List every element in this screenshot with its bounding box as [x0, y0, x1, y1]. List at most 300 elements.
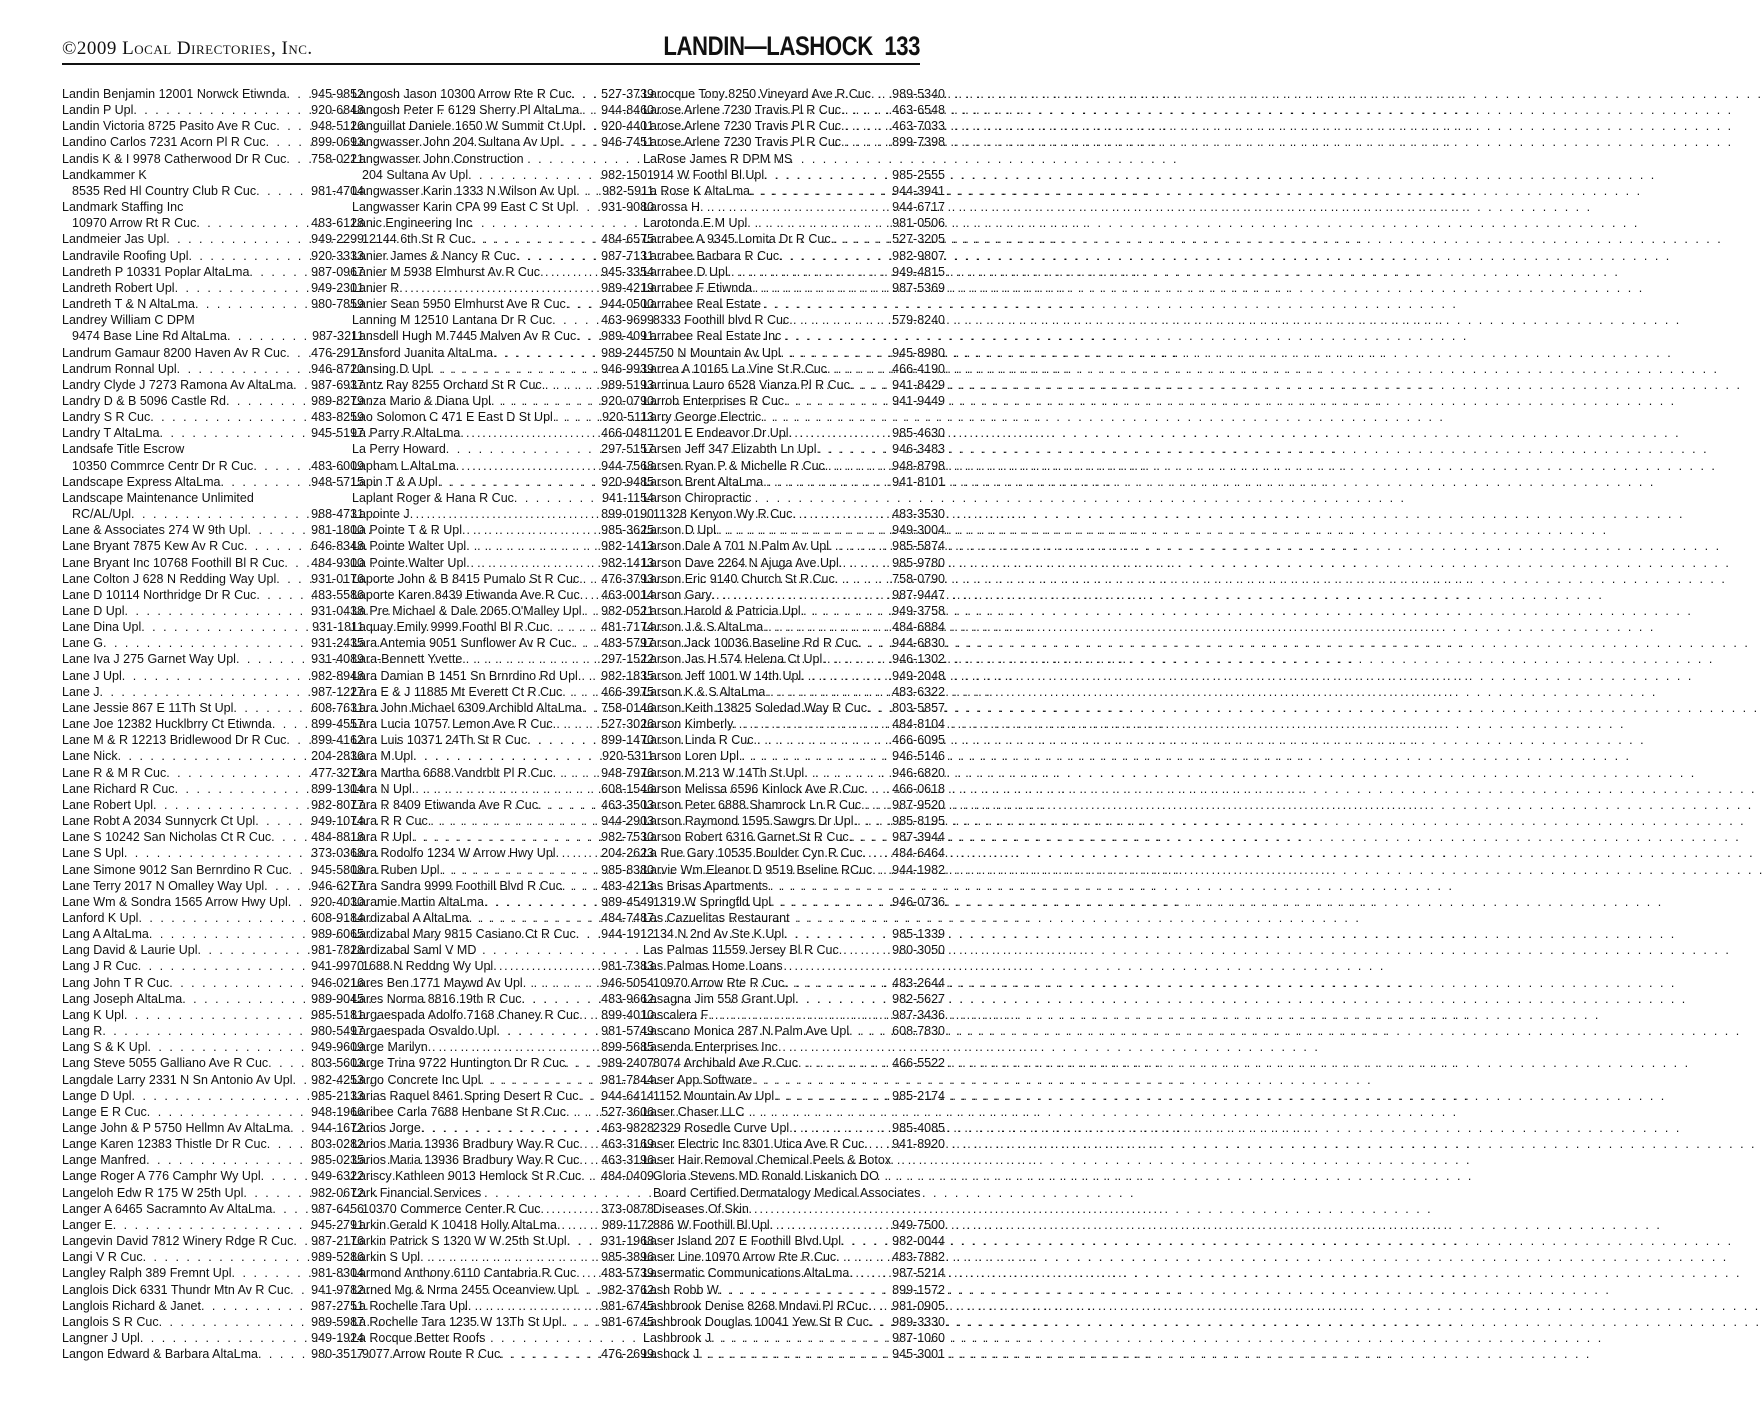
listing-name: Larkin S Upl	[352, 1250, 421, 1265]
listing-entry	[352, 1168, 654, 1184]
leader-dots	[792, 506, 890, 522]
leader-dots	[789, 425, 891, 441]
leader-dots	[864, 781, 890, 797]
listing-entry	[643, 86, 945, 102]
listing-name: 1152 Mountain Av Upl	[653, 1088, 775, 1103]
listing-entry	[643, 296, 945, 312]
leader-dots	[149, 926, 309, 942]
listing-entry	[352, 587, 654, 603]
leader-dots	[103, 635, 309, 651]
listing-name: Larson Dale A 701 N Palm Av Upl	[643, 539, 829, 554]
listing-name: Larson Harold & Patricia Upl	[643, 604, 801, 618]
leader-dots	[500, 1346, 599, 1362]
listing-name: Lange Roger A 776 Camphr Wy Upl	[62, 1169, 261, 1184]
listing-name: Laplant Roger & Hana R Cuc	[352, 490, 514, 505]
listing-entry	[643, 151, 945, 167]
listing-entry	[62, 215, 364, 231]
listing-phone: 483-7882	[892, 1250, 945, 1265]
listing-name: Larrabee Barbara R Cuc	[643, 248, 780, 263]
listing-name: Larson Linda R Cuc	[643, 733, 754, 748]
listing-name: Lanning M 12510 Lantana Dr R Cuc	[352, 313, 553, 328]
listing-name: 10350 Commrce Centr Dr R Cuc	[72, 458, 254, 473]
listing-entry	[643, 215, 945, 231]
listing-name: Larocque Tony 8250 Vineyard Ave R Cuc	[643, 87, 871, 101]
listing-phone: 481-7174	[601, 620, 654, 635]
listing-entry	[352, 571, 654, 587]
listing-name: Lane Joe 12382 Hucklbrry Ct Etiwnda	[62, 717, 272, 732]
listing-name: Landscape Maintenance Unlimited	[62, 490, 254, 505]
listing-name: Lang Joseph AltaLma	[62, 991, 183, 1006]
listing-phone: 463-9699	[601, 313, 654, 328]
leader-dots	[864, 1136, 890, 1152]
leader-dots	[763, 619, 890, 635]
listing-name: Lanic Engineering Inc	[352, 216, 473, 231]
leader-dots	[779, 248, 890, 264]
leader-dots	[549, 619, 599, 635]
listing-entry	[643, 1136, 945, 1152]
leader-dots	[272, 1201, 309, 1217]
leader-dots	[562, 1314, 600, 1330]
listing-entry	[352, 312, 654, 328]
listing-entry	[62, 1007, 364, 1023]
listing-name: Larson Brent AltaLma	[643, 474, 764, 489]
leader-dots	[286, 732, 309, 748]
listing-phone: 608-7830	[892, 1024, 945, 1039]
listing-entry	[643, 1120, 945, 1136]
listing-phone: 944-1672	[311, 1121, 364, 1135]
listing-phone: 948-1966	[311, 1104, 364, 1119]
listing-entry	[643, 1088, 945, 1104]
leader-dots	[124, 1007, 309, 1023]
listing-name: Lara E & J 11885 Mt Everett Ct R Cuc	[352, 684, 563, 699]
listing-phone: 980-5497	[311, 1024, 364, 1039]
listing-name: Langi V R Cuc	[62, 1250, 143, 1265]
listing-name: Largaespada Adolfo 7168 Chaney R Cuc	[352, 1007, 580, 1022]
listing-entry	[643, 1282, 945, 1298]
listing-entry	[352, 765, 654, 781]
listing-name: Landrey William C DPM	[62, 313, 195, 328]
listing-phone: 985-3625	[601, 523, 654, 538]
listing-name: Larsen Jeff 347 Elizabth Ln Upl	[643, 442, 817, 457]
listing-name: Landrum Ronnal Upl	[62, 361, 177, 376]
leader-dots	[491, 393, 599, 409]
listing-entry	[643, 1298, 945, 1314]
listing-name: Larotonda E M Upl	[643, 216, 748, 231]
listing-name: Lane Richard R Cuc	[62, 781, 175, 796]
page-number: 133	[884, 31, 920, 61]
listing-name: Langner J Upl	[62, 1331, 140, 1346]
listing-entry	[643, 1233, 945, 1249]
listing-entry	[352, 684, 654, 700]
leader-dots	[580, 587, 599, 603]
listing-phone: 946-1302	[892, 652, 945, 667]
listing-entry	[352, 555, 654, 571]
listing-phone: 373-0878	[601, 1201, 654, 1216]
leader-dots	[798, 1055, 890, 1071]
leader-dots	[711, 1330, 890, 1346]
listing-phone: 931-4089	[311, 652, 364, 667]
listing-entry	[352, 1088, 654, 1104]
listing-entry	[643, 474, 945, 490]
listing-entry	[643, 1201, 945, 1217]
leader-dots	[484, 894, 599, 910]
listing-entry	[643, 167, 945, 183]
listing-name: Lashbrook Denise 8268 Mndavi Pl RCuc	[643, 1298, 869, 1313]
listing-phone: 944-1912	[601, 927, 654, 942]
listing-entry	[643, 1104, 945, 1120]
leader-dots	[428, 1039, 599, 1055]
listing-phone: 527-3205	[892, 232, 945, 247]
listing-name: Landry T AltaLma	[62, 426, 160, 441]
listing-entry	[62, 603, 364, 619]
listing-name: Larias Raquel 8461 Spring Desert R Cuc	[352, 1088, 579, 1103]
leader-dots	[579, 1136, 599, 1152]
listing-entry	[62, 522, 364, 538]
listing-phone: 944-3941	[892, 183, 945, 198]
listing-entry	[643, 199, 945, 215]
listing-entry	[352, 845, 654, 861]
leader-dots	[493, 958, 599, 974]
listing-entry	[62, 732, 364, 748]
leader-dots	[493, 345, 599, 361]
listing-phone: 982-1413	[601, 539, 654, 554]
listing-entry	[352, 1185, 654, 1201]
listing-entry	[352, 1104, 654, 1120]
listing-entry	[62, 862, 364, 878]
leader-dots	[795, 991, 890, 1007]
listing-entry	[62, 1120, 364, 1136]
listing-phone: 931-1811	[312, 620, 364, 635]
leader-dots	[867, 700, 890, 716]
listing-entry	[62, 1346, 364, 1362]
listing-name: Lane Robt A 2034 Sunnycrk Ct Upl	[62, 814, 256, 829]
listing-phone: 803-0282	[311, 1137, 364, 1152]
listing-phone: 484-6464	[892, 846, 945, 861]
listing-name: Las Palmas 11559 Jersey Bl R Cuc	[643, 943, 839, 958]
listing-entry	[643, 781, 945, 797]
leader-dots	[553, 716, 600, 732]
listing-name: Langosh Peter F 6129 Sherry Pl AltaLma	[352, 103, 580, 118]
listing-entry	[352, 296, 654, 312]
listing-phone: 989-2407	[601, 1056, 654, 1071]
listing-phone: 949-7500	[892, 1217, 945, 1232]
listing-entry	[352, 506, 654, 522]
leader-dots	[175, 280, 310, 296]
listing-name: Larson D Upl	[643, 523, 716, 538]
leader-dots	[576, 328, 599, 344]
leader-dots	[733, 716, 890, 732]
listing-phone: 483-6009	[311, 458, 364, 473]
listing-name: Large Marilyn	[352, 1040, 428, 1055]
listing-phone: 982-8077	[311, 797, 364, 812]
leader-dots	[471, 231, 599, 247]
listing-entry	[352, 134, 654, 150]
leader-dots	[286, 151, 309, 167]
listing-name: Lares Ben 1771 Maywd Av Upl	[352, 975, 523, 990]
listing-entry	[643, 522, 945, 538]
listing-name: Lansford Juanita AltaLma	[352, 345, 494, 360]
listing-name: Larvie Wm Eleanor D 9519 Bseline RCuc	[643, 862, 873, 877]
leader-dots	[712, 587, 890, 603]
leader-dots	[166, 231, 309, 247]
listing-name: Landsafe Title Escrow	[62, 442, 185, 457]
listing-entry	[643, 345, 945, 361]
listing-phone: 985-2174	[892, 1088, 945, 1103]
listing-name: Larson Dave 2264 N Ajuga Ave Upl	[643, 555, 839, 570]
listing-name: La Pre Michael & Dale 2065 O'Malley Upl	[352, 604, 582, 618]
listing-name: Lash Robb W	[643, 1282, 719, 1297]
listing-phone: 463-3196	[601, 1153, 654, 1168]
listing-name: Lane Simone 9012 San Bernrdino R Cuc	[62, 862, 289, 877]
listing-phone: 899-7398	[892, 135, 945, 150]
listing-phone: 985-4630	[892, 426, 945, 441]
listing-phone: 982-1413	[601, 555, 654, 570]
listing-name: La Rochelle Tara 1235 W 13Th St Upl	[352, 1314, 562, 1329]
listing-entry	[62, 231, 364, 247]
listing-phone: 944-0500	[601, 297, 654, 312]
leader-dots	[801, 603, 890, 619]
leader-dots	[750, 183, 890, 199]
leader-dots	[431, 361, 600, 377]
leader-dots	[138, 958, 309, 974]
listing-phone: 948-5715	[311, 474, 364, 489]
listing-name: Langer E	[62, 1217, 113, 1232]
listing-entry	[352, 1330, 654, 1346]
listing-entry	[62, 797, 364, 813]
listing-entry	[643, 732, 945, 748]
listing-entry	[352, 1039, 654, 1055]
listing-phone: 920-4401	[601, 119, 654, 134]
leader-dots	[699, 1346, 890, 1362]
listing-phone: 941-8920	[892, 1137, 945, 1152]
leader-dots	[166, 765, 309, 781]
leader-dots	[286, 345, 309, 361]
listing-name: Langer A 6465 Sacramnto Av AltaLma	[62, 1201, 273, 1216]
listing-phone: 981-7844	[601, 1072, 654, 1087]
listing-name: Lane Colton J 628 N Redding Way Upl	[62, 571, 277, 586]
listing-name: LaRose James R DPM MS	[643, 151, 793, 166]
listing-entry	[643, 684, 945, 700]
listing-name: Lane J	[62, 684, 100, 699]
leader-dots	[849, 1265, 890, 1281]
listing-phone: 987-2176	[311, 1234, 364, 1249]
listing-entry	[643, 958, 945, 974]
listing-name: Laser Island 207 E Foothill Blvd Upl	[643, 1234, 842, 1249]
listing-entry	[643, 797, 945, 813]
listing-entry	[352, 829, 654, 845]
listing-name: Larson Gary	[643, 587, 712, 602]
listing-entry	[643, 409, 945, 425]
listing-entry	[62, 1023, 364, 1039]
listing-phone: 476-2699	[601, 1347, 654, 1362]
listing-name: Landreth P 10331 Poplar AltaLma	[62, 264, 250, 279]
leader-dots	[849, 1023, 890, 1039]
listing-phone: 941-9782	[311, 1282, 364, 1297]
listing-name: Largaespada Osvaldo Upl	[352, 1024, 497, 1039]
listing-phone: 982-8948	[311, 668, 364, 683]
listing-phone: 944-6830	[892, 636, 945, 651]
listing-entry	[643, 248, 945, 264]
listing-name: Lane R & M R Cuc	[62, 765, 167, 780]
listing-phone: 899-4162	[311, 733, 364, 748]
listing-entry	[62, 102, 364, 118]
listing-name: 914 W Foothl Bl Upl	[653, 167, 765, 182]
leader-dots	[841, 134, 890, 150]
leader-dots	[579, 102, 599, 118]
listing-phone: 949-4815	[892, 264, 945, 279]
listing-name: Lashbrook Douglas 10041 Yew St R Cuc	[643, 1314, 869, 1329]
listing-entry	[643, 231, 945, 247]
listing-entry	[62, 829, 364, 845]
listing-name: Larmond Anthony 6110 Cantabria R Cuc	[352, 1266, 577, 1281]
leader-dots	[102, 1023, 309, 1039]
listing-phone: 945-3354	[601, 264, 654, 279]
listing-entry	[62, 1282, 364, 1298]
listing-phone: 527-3606	[601, 1104, 654, 1119]
listing-phone: 949-1924	[311, 1331, 364, 1346]
listing-phone: 944-1982	[892, 862, 945, 877]
leader-dots	[771, 894, 890, 910]
leader-dots	[770, 1217, 890, 1233]
listing-phone: 989-5987	[311, 1314, 364, 1329]
listing-entry	[352, 167, 654, 183]
listing-entry	[62, 910, 364, 926]
leader-dots	[576, 199, 600, 215]
listing-entry	[352, 328, 654, 344]
listing-name: Lane S Upl	[62, 846, 124, 861]
listing-name: Larrea A 10165 La Vine St R Cuc	[643, 361, 827, 376]
listing-phone: 989-4219	[601, 280, 654, 295]
listing-phone: 987-9520	[892, 797, 945, 812]
listing-entry	[352, 716, 654, 732]
listing-entry	[643, 1055, 945, 1071]
leader-dots	[774, 1088, 890, 1104]
listing-name: Larson K & S AltaLma	[643, 684, 766, 699]
listing-name: Lane & Associates 274 W 9th Upl	[62, 523, 248, 538]
listing-name: Larned Mg & Nrma 2455 Oceanview Upl	[352, 1282, 577, 1297]
listing-entry	[62, 1039, 364, 1055]
listing-entry	[352, 377, 654, 393]
leader-dots	[133, 102, 309, 118]
listing-entry	[352, 1265, 654, 1281]
leader-dots	[446, 441, 599, 457]
listing-phone: 920-9485	[601, 474, 654, 489]
listing-name: Lane Iva J 275 Garnet Way Upl	[62, 652, 236, 667]
listing-name: Lange Manfred	[62, 1153, 147, 1168]
listing-entry	[352, 958, 654, 974]
listing-phone: 944-2903	[601, 814, 654, 829]
leader-dots	[227, 328, 310, 344]
listing-name: Langlois S R Cuc	[62, 1314, 159, 1329]
listing-name: La Pointe Walter Upl	[352, 555, 467, 570]
leader-dots	[159, 1314, 310, 1330]
listing-phone: 297-5157	[601, 442, 654, 457]
leader-dots	[468, 1298, 599, 1314]
leader-dots	[858, 635, 890, 651]
listing-entry	[352, 603, 654, 619]
listing-phone: 985-2555	[892, 167, 945, 182]
listing-entry	[62, 280, 364, 296]
listing-name: La Rochelle Tara Upl	[352, 1298, 468, 1313]
listing-phone: 646-8348	[311, 539, 364, 554]
listing-entry	[62, 635, 364, 651]
leader-dots	[566, 296, 599, 312]
listing-entry	[62, 587, 364, 603]
listing-phone: 981-8304	[311, 1266, 364, 1281]
listing-phone: 982-1501	[601, 167, 654, 182]
leader-dots	[784, 393, 890, 409]
listing-name: Larry George Electric	[643, 410, 762, 425]
listing-entry	[62, 1072, 364, 1088]
listing-phone: 946-6820	[892, 765, 945, 780]
listing-phone: 920-6848	[311, 103, 364, 118]
leader-dots	[122, 668, 309, 684]
listing-entry	[352, 86, 654, 102]
listing-name: Landis K & I 9978 Catherwood Dr R Cuc	[62, 151, 287, 166]
leader-dots	[412, 829, 599, 845]
listing-name: La Rose K AltaLma	[643, 183, 751, 198]
listing-entry	[352, 248, 654, 264]
leader-dots	[752, 280, 890, 296]
listing-name: Lara Sandra 9999 Foothill Blvd R Cuc	[352, 878, 562, 893]
listing-name: Larson Melissa 6596 Kinlock Ave R Cuc	[643, 781, 865, 796]
leader-dots	[169, 975, 309, 991]
listing-name: Lashbrook J	[643, 1331, 712, 1346]
listing-phone: 981-5749	[601, 1024, 654, 1039]
listing-phone: 920-5113	[602, 410, 654, 425]
listing-phone: 931-2435	[311, 636, 364, 651]
listing-name: Lark Financial Services	[352, 1185, 482, 1200]
leader-dots	[827, 361, 890, 377]
listing-name: Largo Concrete Inc Upl	[352, 1072, 481, 1087]
listing-name: Laribee Carla 7688 Henbane St R Cuc	[352, 1104, 567, 1119]
listing-name: Lanier R	[352, 280, 400, 295]
leader-dots	[100, 684, 310, 700]
listing-name: Lane Dina Upl	[62, 620, 142, 635]
listing-name: Langley Ralph 389 Fremnt Upl	[62, 1266, 232, 1281]
listing-phone: 608-7631	[311, 700, 364, 715]
leader-dots	[248, 522, 310, 538]
listing-entry	[643, 328, 945, 344]
leader-dots	[581, 1168, 599, 1184]
listing-name: Lara Luis 10371 24Th St R Cuc	[352, 733, 528, 748]
leader-dots	[728, 264, 890, 280]
listing-name: Lara R R Cuc	[352, 814, 428, 829]
leader-dots	[195, 296, 309, 312]
listing-entry	[62, 474, 364, 490]
leader-dots	[147, 1104, 309, 1120]
listing-phone: 980-3050	[892, 943, 945, 958]
listing-entry	[62, 1233, 364, 1249]
listing-phone: 297-1522	[601, 652, 654, 667]
listing-phone: 899-4010	[601, 1007, 654, 1022]
listing-phone: 931-9080	[601, 200, 654, 215]
listing-name: Lane Bryant 7875 Kew Av R Cuc	[62, 539, 244, 554]
listing-phone: 989-4549	[601, 894, 654, 909]
listing-name: Lapin T & A Upl	[352, 474, 438, 489]
leader-dots	[708, 1007, 890, 1023]
listing-entry	[352, 1233, 654, 1249]
listing-name: Larson Kimberly	[643, 717, 734, 732]
leader-dots	[267, 1136, 309, 1152]
listing-name: 10970 Arrow Rte R Cuc	[653, 975, 785, 990]
leader-dots	[462, 522, 599, 538]
listing-entry	[62, 894, 364, 910]
listing-name: Larrob Enterprises R Cuc	[643, 393, 785, 408]
listing-phone: 946-6277	[311, 878, 364, 893]
leader-dots	[825, 458, 890, 474]
listing-phone: 981-0905	[892, 1298, 945, 1313]
